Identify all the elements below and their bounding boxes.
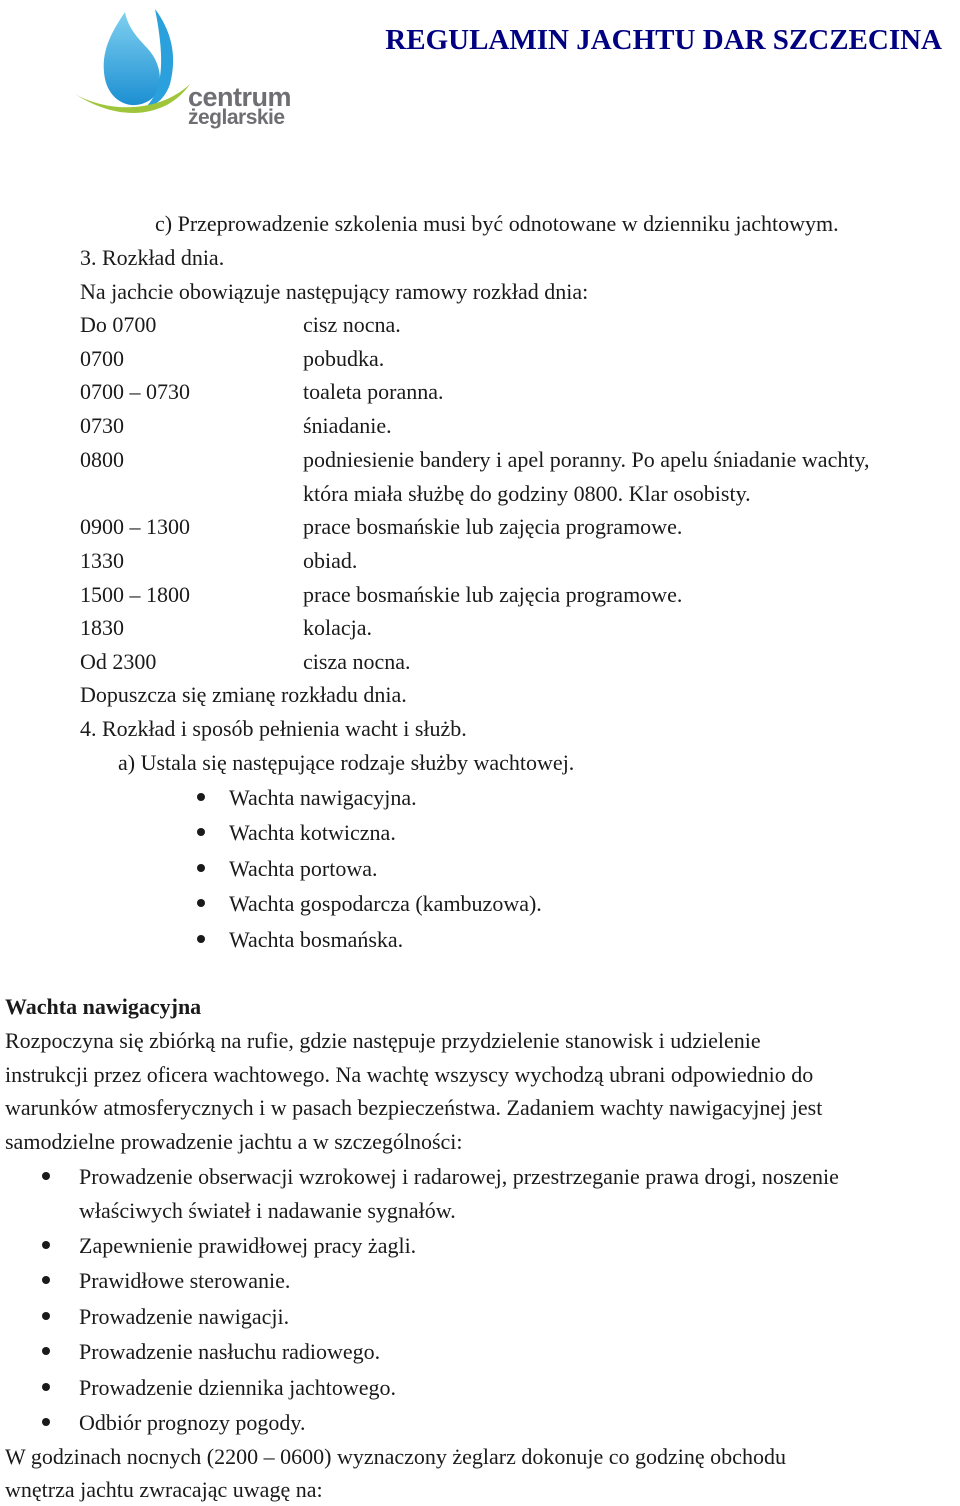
closing-line: W godzinach nocnych (2200 – 0600) wyznaczony żeglarz dokonuje co godzinę obchodu <box>5 1444 786 1469</box>
list-item: Prowadzenie nasłuchu radiowego. <box>79 1339 381 1364</box>
bullet-icon <box>42 1241 50 1249</box>
schedule-time: Od 2300 <box>80 649 157 674</box>
list-item: Wachta portowa. <box>229 856 378 881</box>
bullet-icon <box>197 828 205 836</box>
schedule-activity: prace bosmańskie lub zajęcia programowe. <box>303 514 683 539</box>
list-item: Prowadzenie obserwacji wzrokowej i radarowej, przestrzeganie prawa drogi, noszenie <box>79 1164 839 1189</box>
logo-text-zeglarskie: żeglarskie <box>188 106 285 129</box>
list-item: Zapewnienie prawidłowej pracy żagli. <box>79 1233 417 1258</box>
bullet-icon <box>197 899 205 907</box>
list-item: Wachta gospodarcza (kambuzowa). <box>229 891 542 916</box>
schedule-activity: obiad. <box>303 548 358 573</box>
schedule-activity-continued: która miała służbę do godziny 0800. Klar osobisty. <box>303 481 751 506</box>
schedule-time: 1500 – 1800 <box>80 582 190 607</box>
centrum-zeglarskie-logo <box>70 4 292 134</box>
paragraph-line: samodzielne prowadzenie jachtu a w szczególności: <box>5 1129 463 1154</box>
nav-watch-heading: Wachta nawigacyjna <box>5 994 202 1019</box>
schedule-time: 1830 <box>80 615 124 640</box>
schedule-activity: podniesienie bandery i apel poranny. Po apelu śniadanie wachty, <box>303 447 870 472</box>
schedule-time: Do 0700 <box>80 312 157 337</box>
schedule-time: 0900 – 1300 <box>80 514 190 539</box>
logo-text-centrum: centrum <box>188 82 292 112</box>
section-3-heading: 3. Rozkład dnia. <box>80 245 225 270</box>
schedule-time: 0700 – 0730 <box>80 379 190 404</box>
schedule-activity: kolacja. <box>303 615 373 640</box>
section-4-heading: 4. Rozkład i sposób pełnienia wacht i służb. <box>80 716 467 741</box>
bullet-icon <box>42 1276 50 1284</box>
schedule-note: Dopuszcza się zmianę rozkładu dnia. <box>80 682 407 707</box>
paragraph-line: warunków atmosferycznych i w pasach bezpieczeństwa. Zadaniem wachty nawigacyjnej jest <box>5 1095 823 1120</box>
closing-line: wnętrza jachtu zwracając uwagę na: <box>5 1477 323 1502</box>
bullet-icon <box>42 1312 50 1320</box>
schedule-time: 0800 <box>80 447 124 472</box>
item-a-text: a) Ustala się następujące rodzaje służby wachtowej. <box>118 750 575 775</box>
schedule-time: 0700 <box>80 346 124 371</box>
schedule-time: 0730 <box>80 413 124 438</box>
schedule-activity: toaleta poranna. <box>303 379 444 404</box>
schedule-intro: Na jachcie obowiązuje następujący ramowy rozkład dnia: <box>80 279 589 304</box>
bullet-icon <box>42 1383 50 1391</box>
bullet-icon <box>42 1347 50 1355</box>
schedule-activity: cisza nocna. <box>303 649 411 674</box>
bullet-icon <box>197 793 205 801</box>
paragraph-line: instrukcji przez oficera wachtowego. Na wachtę wszyscy wychodzą ubrani odpowiednio do <box>5 1062 814 1087</box>
bullet-icon <box>42 1172 50 1180</box>
bullet-icon <box>197 864 205 872</box>
schedule-activity: pobudka. <box>303 346 385 371</box>
list-item: Wachta kotwiczna. <box>229 820 396 845</box>
bullet-icon <box>197 935 205 943</box>
schedule-activity: prace bosmańskie lub zajęcia programowe. <box>303 582 683 607</box>
bullet-icon <box>42 1418 50 1426</box>
list-item: Prowadzenie dziennika jachtowego. <box>79 1375 397 1400</box>
list-item: Prawidłowe sterowanie. <box>79 1268 291 1293</box>
paragraph-line: Rozpoczyna się zbiórką na rufie, gdzie następuje przydzielenie stanowisk i udzielenie <box>5 1028 761 1053</box>
list-item: Wachta bosmańska. <box>229 927 404 952</box>
item-c-text: c) Przeprowadzenie szkolenia musi być odnotowane w dzienniku jachtowym. <box>155 211 839 236</box>
list-item: Prowadzenie nawigacji. <box>79 1304 290 1329</box>
schedule-activity: śniadanie. <box>303 413 392 438</box>
document-title: REGULAMIN JACHTU DAR SZCZECINA <box>385 24 942 56</box>
schedule-time: 1330 <box>80 548 124 573</box>
list-item: Odbiór prognozy pogody. <box>79 1410 306 1435</box>
list-item-continued: właściwych świateł i nadawanie sygnałów. <box>79 1198 456 1223</box>
list-item: Wachta nawigacyjna. <box>229 785 417 810</box>
schedule-activity: cisz nocna. <box>303 312 401 337</box>
